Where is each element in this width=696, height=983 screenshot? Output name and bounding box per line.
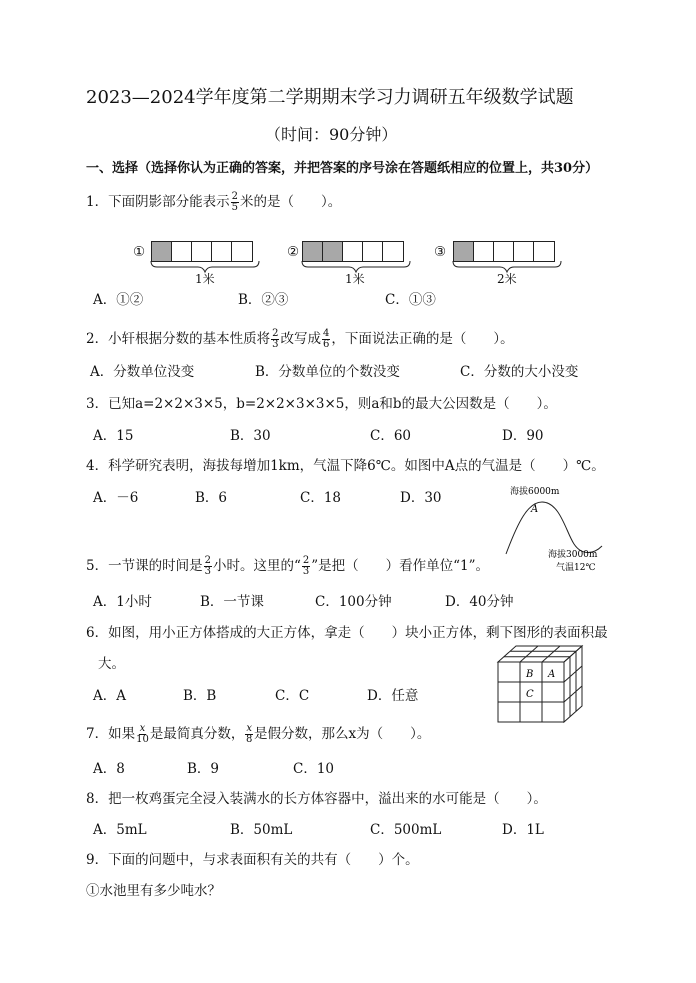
q5-fraction-1-numerator: 2 — [204, 555, 211, 566]
q3-option-a[interactable]: A．15 — [93, 428, 134, 444]
q7-fraction-1 — [136, 724, 149, 745]
q2-fraction-2-numerator: 4 — [322, 328, 330, 339]
q2-fraction-1-numerator: 2 — [272, 328, 279, 339]
q5-fraction-2 — [302, 556, 310, 577]
q4-option-d[interactable]: D．30 — [400, 490, 442, 506]
q5-fraction-1 — [204, 556, 212, 577]
q5-option-b[interactable]: B．一节课 — [200, 594, 264, 610]
q8-option-d[interactable]: D．1L — [502, 822, 544, 838]
section-heading: 一、选择（选择你认为正确的答案，并把答案的序号涂在答题纸相应的位置上，共30分） — [86, 161, 599, 176]
q1-option-b[interactable]: B．②③ — [238, 292, 289, 308]
q2-option-b[interactable]: B．分数单位的个数没变 — [255, 364, 400, 380]
q3-option-d[interactable]: D．90 — [502, 428, 544, 444]
q8-option-c[interactable]: C．500mL — [370, 822, 442, 838]
q5-option-c[interactable]: C．100分钟 — [315, 594, 392, 610]
q5-stem-mid: 小时。这里的“ — [212, 558, 301, 574]
q7-stem-mid: 是最简真分数， — [149, 726, 245, 742]
cube-side-face — [564, 646, 582, 722]
q1-fraction — [231, 192, 239, 213]
cube-figure — [494, 642, 594, 724]
q7-fraction-1-denominator: 10 — [136, 734, 149, 745]
point-a-label: A — [531, 504, 539, 515]
cube-top-face — [498, 646, 582, 662]
q3-option-c[interactable]: C．60 — [370, 428, 412, 444]
q4-option-b[interactable]: B．6 — [195, 490, 228, 506]
figure-1-number: ① — [133, 244, 146, 260]
figure-2-number: ② — [287, 244, 300, 260]
q7-stem-end: 是假分数，那么x为（ ）。 — [253, 726, 431, 742]
q7-fraction-2-numerator: x — [246, 723, 252, 734]
q2-fraction-2 — [322, 329, 330, 350]
q1-option-a[interactable]: A．①② — [93, 292, 144, 308]
q1-denominator: 5 — [231, 202, 238, 213]
q2-option-a[interactable]: A．分数单位没变 — [90, 364, 195, 380]
q5-fraction-2-numerator: 2 — [302, 555, 310, 566]
q6-option-d[interactable]: D．任意 — [367, 688, 419, 704]
altitude-figure — [500, 482, 610, 572]
cube-label-c: C — [526, 689, 534, 700]
q1-stem-end: 米的是（ ）。 — [239, 194, 342, 210]
q2-option-c[interactable]: C．分数的大小没变 — [460, 364, 579, 380]
question-7 — [86, 724, 430, 745]
cube-label-a: A — [548, 669, 556, 680]
q5-option-a[interactable]: A．1小时 — [93, 594, 152, 610]
question-3: 3．已知a=2×2×3×5，b=2×2×3×3×5，则a和b的最大公因数是（ ）。 — [86, 396, 557, 412]
q7-option-b[interactable]: B．9 — [187, 761, 220, 777]
q5-fraction-1-denominator: 3 — [204, 566, 211, 577]
q2-fraction-1 — [271, 329, 279, 350]
q3-option-b[interactable]: B．30 — [230, 428, 271, 444]
q8-option-b[interactable]: B．50mL — [230, 822, 293, 838]
q1-option-c[interactable]: C．①③ — [385, 292, 436, 308]
question-5 — [86, 556, 489, 577]
q6-option-c[interactable]: C．C — [275, 688, 310, 704]
question-4: 4．科学研究表明，海拔每增加1km，气温下降6℃。如图中A点的气温是（ ）℃。 — [86, 458, 605, 474]
q1-numerator: 2 — [231, 191, 238, 202]
q7-fraction-1-numerator: x — [139, 723, 146, 734]
altitude-top-label: 海拔6000m — [510, 487, 560, 497]
q7-option-a[interactable]: A．8 — [93, 761, 125, 777]
q2-fraction-1-denominator: 3 — [272, 339, 279, 350]
figure-3-number: ③ — [434, 244, 447, 260]
q2-fraction-2-denominator: 6 — [322, 339, 330, 350]
q7-stem-start: 7．如果 — [86, 726, 136, 742]
q2-stem-start: 2．小轩根据分数的基本性质将 — [86, 331, 271, 347]
question-9: 9．下面的问题中，与求表面积有关的共有（ ）个。 — [86, 852, 419, 868]
q5-stem-end: ”是把（ ）看作单位“1”。 — [311, 558, 490, 574]
q6-option-a[interactable]: A．A — [93, 688, 126, 704]
q5-option-d[interactable]: D．40分钟 — [445, 594, 514, 610]
question-2 — [86, 329, 514, 350]
figure-2-label: 1米 — [345, 272, 365, 286]
cube-label-b: B — [526, 669, 534, 680]
altitude-bottom-label: 海拔3000m — [548, 550, 598, 560]
figure-1-label: 1米 — [195, 272, 215, 286]
q5-fraction-2-denominator: 3 — [302, 566, 310, 577]
page-title: 2023—2024学年度第二学期期末学习力调研五年级数学试题 — [86, 87, 574, 108]
question-6-line-2: 大。 — [98, 656, 125, 672]
temperature-label: 气温12℃ — [556, 563, 596, 572]
q6-option-b[interactable]: B．B — [183, 688, 217, 704]
figure-3-label: 2米 — [497, 272, 517, 286]
q7-fraction-2 — [245, 724, 253, 745]
question-8: 8．把一枚鸡蛋完全浸入装满水的长方体容器中，溢出来的水可能是（ ）。 — [86, 791, 547, 807]
q7-option-c[interactable]: C．10 — [293, 761, 335, 777]
q4-option-a[interactable]: A．－6 — [93, 490, 139, 506]
question-6-line-1: 6．如图，用小正方体搭成的大正方体，拿走（ ）块小正方体，剩下图形的表面积最 — [86, 625, 608, 641]
mountain-curve — [506, 502, 602, 554]
q5-stem-start: 5．一节课的时间是 — [86, 558, 203, 574]
q8-option-a[interactable]: A．5mL — [93, 822, 147, 838]
q1-stem-start: 1．下面阴影部分能表示 — [86, 194, 230, 210]
q7-fraction-2-denominator: 8 — [245, 734, 253, 745]
q9-item-1: ①水池里有多少吨水？ — [86, 883, 221, 899]
question-1 — [86, 192, 341, 213]
q2-stem-mid: 改写成 — [280, 331, 321, 347]
q4-option-c[interactable]: C．18 — [300, 490, 342, 506]
exam-duration: （时间：90分钟） — [265, 125, 398, 144]
q2-stem-end: ，下面说法正确的是（ ）。 — [331, 331, 514, 347]
